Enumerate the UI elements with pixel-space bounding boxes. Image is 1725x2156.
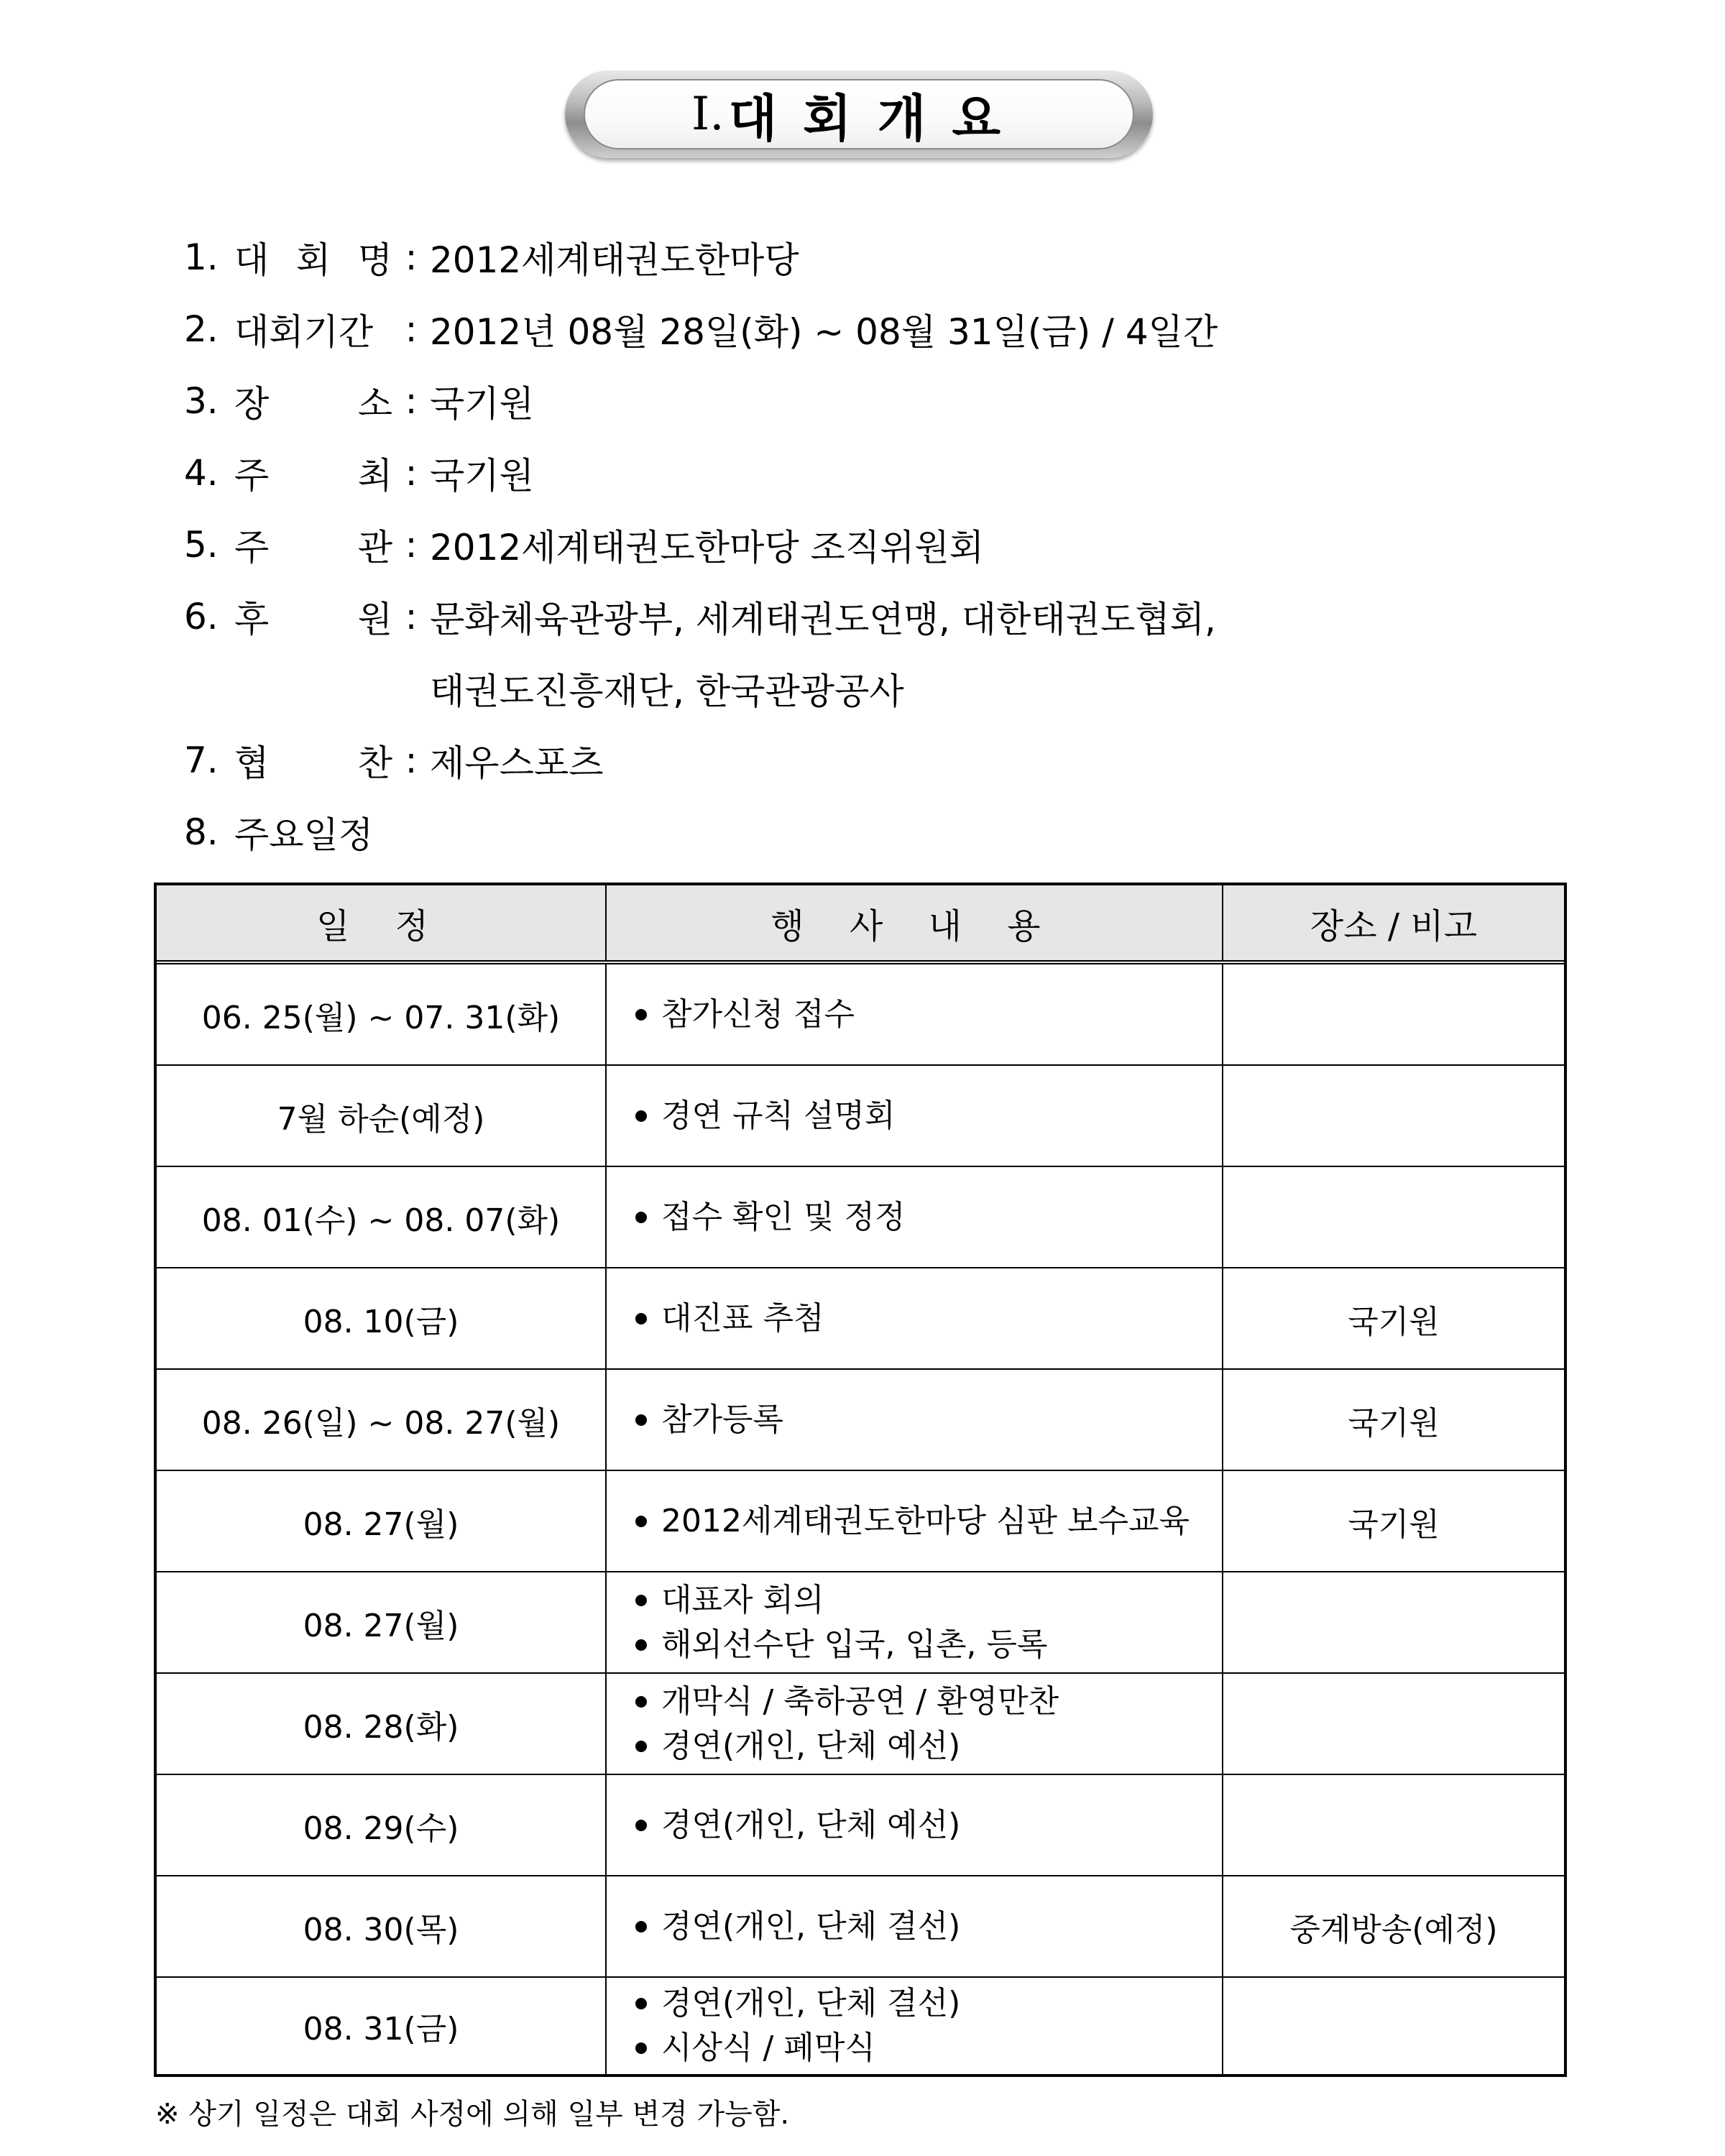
bullet-icon xyxy=(635,1639,647,1651)
header-place: 장소 / 비고 xyxy=(1310,906,1478,946)
overview-item-organizer: 5. 주 관 : 2012세계태권도한마당 조직위원회 xyxy=(184,516,984,573)
bullet-icon xyxy=(635,1313,647,1325)
title-capsule-inner xyxy=(584,79,1134,149)
bullet-icon xyxy=(635,1516,647,1527)
organizer-value: 2012세계태권도한마당 조직위원회 xyxy=(430,527,985,568)
section-title-banner xyxy=(565,70,1153,158)
bullet-icon xyxy=(635,2042,647,2054)
overview-item-venue: 3. 장 소 : 국기원 xyxy=(184,372,534,430)
bullet-icon xyxy=(635,1009,647,1021)
bullet-icon xyxy=(635,1696,647,1708)
bullet-icon xyxy=(635,1414,647,1426)
table-row: 08. 01(수) ~ 08. 07(화) 접수 확인 및 정정 xyxy=(157,1167,1564,1268)
bullet-icon xyxy=(635,1998,647,2009)
footnote: ※ 상기 일정은 대회 사정에 의해 일부 변경 가능함. xyxy=(155,2098,790,2131)
table-row: 08. 31(금) 경연(개인, 단체 결선) 시상식 / 폐막식 xyxy=(157,1978,1564,2074)
bullet-icon xyxy=(635,1595,647,1606)
schedule-table xyxy=(154,883,1567,2077)
overview-item-cosponsor: 7. 협 찬 : 제우스포츠 xyxy=(184,732,604,789)
header-event: 행 사 내 용 xyxy=(770,906,1058,946)
bullet-icon xyxy=(635,1741,647,1752)
overview-item-name: 1. 대 회 명 : 2012세계태권도한마당 xyxy=(184,229,799,286)
table-row: 08. 27(월) 2012세계태권도한마당 심판 보수교육 국기원 xyxy=(157,1471,1564,1572)
cosponsor-value: 제우스포츠 xyxy=(430,742,604,784)
table-row: 08. 26(일) ~ 08. 27(월) 참가등록 국기원 xyxy=(157,1370,1564,1471)
event-period-value: 2012년 08월 28일(화) ~ 08월 31일(금) / 4일간 xyxy=(430,311,1218,353)
overview-item-host: 4. 주 최 : 국기원 xyxy=(184,444,534,502)
table-row: 08. 28(화) 개막식 / 축하공연 / 환영만찬 경연(개인, 단체 예선) xyxy=(157,1674,1564,1775)
bullet-icon xyxy=(635,1110,647,1122)
table-row: 06. 25(월) ~ 07. 31(화) 참가신청 접수 xyxy=(157,964,1564,1066)
sponsors-value: 문화체육관광부, 세계태권도연맹, 대한태권도협회, xyxy=(430,599,1216,640)
bullet-icon xyxy=(635,1820,647,1831)
table-row: 08. 10(금) 대진표 추첨 국기원 xyxy=(157,1268,1564,1370)
event-name-value: 2012세계태권도한마당 xyxy=(430,239,799,281)
bullet-icon xyxy=(635,1921,647,1932)
overview-item-period: 2. 대회기간 : 2012년 08월 28일(화) ~ 08월 31일(금) / 4일간 xyxy=(184,300,1218,358)
sponsors-value-continued: 태권도진흥재단, 한국관광공사 xyxy=(430,671,904,712)
table-row: 08. 30(목) 경연(개인, 단체 결선) 중계방송(예정) xyxy=(157,1876,1564,1978)
section-title: 대회개요 xyxy=(728,88,1027,148)
host-value: 국기원 xyxy=(430,455,534,497)
table-header xyxy=(157,885,1564,964)
overview-item-schedule: 8. 주요일정 xyxy=(184,803,373,861)
venue-value: 국기원 xyxy=(430,383,534,425)
table-row: 7월 하순(예정) 경연 규칙 설명회 xyxy=(157,1066,1564,1167)
overview-item-sponsors: 6. 후 원 : 문화체육관광부, 세계태권도연맹, 대한태권도협회, xyxy=(184,588,1216,645)
section-number: Ⅰ. xyxy=(691,88,724,141)
schedule-heading: 주요일정 xyxy=(234,814,374,856)
header-date: 일 정 xyxy=(316,906,446,946)
table-row: 08. 29(수) 경연(개인, 단체 예선) xyxy=(157,1775,1564,1876)
table-row: 08. 27(월) 대표자 회의 해외선수단 입국, 입촌, 등록 xyxy=(157,1572,1564,1674)
bullet-icon xyxy=(635,1212,647,1223)
